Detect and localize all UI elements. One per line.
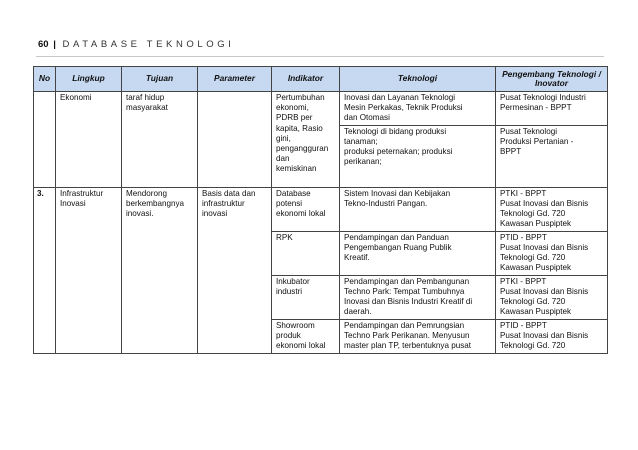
cell-indikator: RPK [272,231,340,275]
column-header-lingkup: Lingkup [56,67,122,92]
cell-lingkup: Ekonomi [56,92,122,188]
table-row [34,187,608,231]
document-title: DATABASE TEKNOLOGI [62,39,235,50]
column-header-parameter: Parameter [198,67,272,92]
header-separator: | [53,39,56,50]
table-row [34,275,608,319]
table-header-row [34,67,608,92]
cell-parameter-empty [198,275,272,319]
cell-no [34,92,56,188]
cell-lingkup-empty [56,231,122,275]
cell-teknologi: Sistem Inovasi dan Kebijakan Tekno-Industri Pangan. [340,187,496,231]
page-header [38,38,235,52]
cell-indikator: Inkubator industri [272,275,340,319]
cell-no-empty [34,275,56,319]
cell-teknologi: Pendampingan dan Panduan Pengembangan Ruang Publik Kreatif. [340,231,496,275]
cell-no-empty [34,319,56,353]
technology-table [33,66,608,354]
column-header-tujuan: Tujuan [122,67,198,92]
header-rule [36,56,604,57]
page-number: 60 [38,39,49,50]
table-row [34,92,608,126]
cell-tujuan-empty [122,319,198,353]
cell-tujuan: taraf hidup masyarakat [122,92,198,188]
cell-teknologi: Pendampingan dan Pembangunan Techno Park: Tempat Tumbuhnya Inovasi dan Bisnis Industri Kreatif di daerah. [340,275,496,319]
cell-indikator: Pertumbuhan ekonomi, PDRB per kapita, Rasio gini, pengangguran dan kemiskinan [272,92,340,188]
cell-no: 3. [34,187,56,231]
cell-tujuan-empty [122,275,198,319]
cell-tujuan-empty [122,231,198,275]
cell-pengembang: PTKI - BPPT Pusat Inovasi dan Bisnis Teknologi Gd. 720 Kawasan Puspiptek [496,187,608,231]
cell-pengembang: PTID - BPPT Pusat Inovasi dan Bisnis Teknologi Gd. 720 [496,319,608,353]
column-header-indikator: Indikator [272,67,340,92]
cell-no-empty [34,231,56,275]
cell-teknologi: Teknologi di bidang produksi tanaman; produksi peternakan; produksi perikanan; [340,125,496,187]
table-row [34,319,608,353]
cell-lingkup-empty [56,319,122,353]
cell-parameter [198,92,272,188]
cell-lingkup-empty [56,275,122,319]
cell-teknologi: Inovasi dan Layanan Teknologi Mesin Perkakas, Teknik Produksi dan Otomasi [340,92,496,126]
cell-pengembang: PTKI - BPPT Pusat Inovasi dan Bisnis Teknologi Gd. 720 Kawasan Puspiptek [496,275,608,319]
cell-parameter-empty [198,319,272,353]
column-header-no: No [34,67,56,92]
cell-parameter-empty [198,231,272,275]
column-header-teknologi: Teknologi [340,67,496,92]
cell-lingkup: Infrastruktur Inovasi [56,187,122,231]
cell-pengembang: PTID - BPPT Pusat Inovasi dan Bisnis Teknologi Gd. 720 Kawasan Puspiptek [496,231,608,275]
cell-pengembang: Pusat Teknologi Industri Permesinan - BPPT [496,92,608,126]
cell-indikator: Database potensi ekonomi lokal [272,187,340,231]
cell-indikator: Showroom produk ekonomi lokal [272,319,340,353]
column-header-pengembang: Pengembang Teknologi / Inovator [496,67,608,92]
table-row [34,231,608,275]
cell-teknologi: Pendampingan dan Pemrungsian Techno Park Perikanan. Menyusun master plan TP, terbentuknya pusat [340,319,496,353]
cell-pengembang: Pusat Teknologi Produksi Pertanian - BPPT [496,125,608,187]
cell-tujuan: Mendorong berkembangnya inovasi. [122,187,198,231]
cell-parameter: Basis data dan infrastruktur inovasi [198,187,272,231]
